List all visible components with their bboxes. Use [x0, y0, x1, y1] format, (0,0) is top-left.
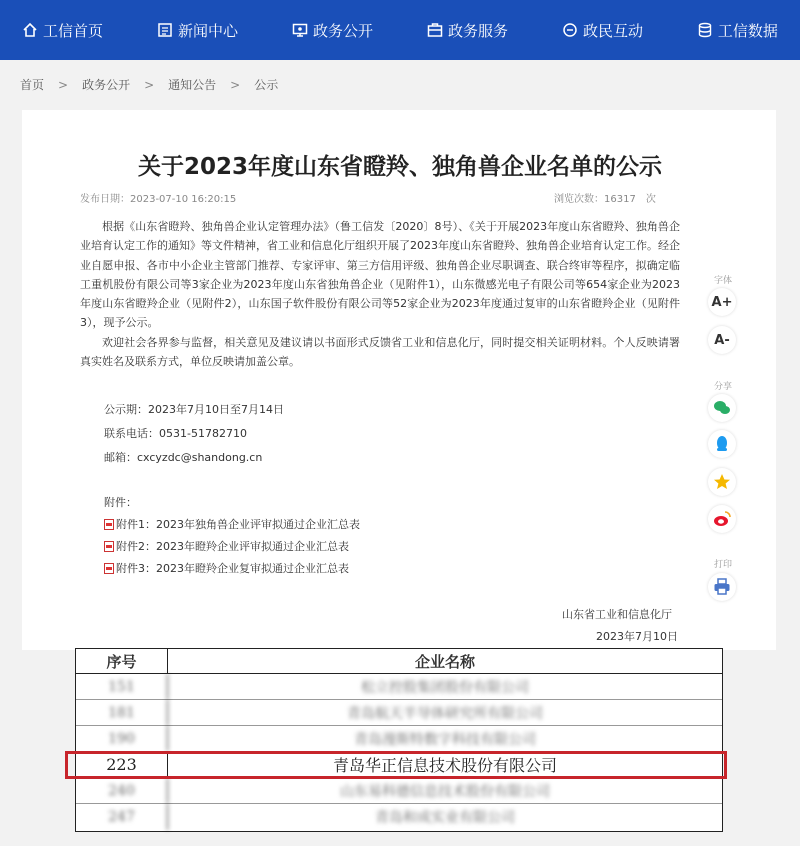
wechat-icon [712, 398, 732, 418]
view-count-unit: 次 [645, 194, 656, 205]
print-button[interactable] [708, 573, 736, 601]
font-increase-button[interactable] [708, 288, 736, 316]
top-nav [0, 0, 800, 60]
share-qzone-button[interactable] [708, 468, 736, 496]
row-company-name: 松立控股集团股份有限公司 [361, 679, 529, 696]
qq-icon [712, 434, 732, 454]
attachments-label: 附件： [104, 496, 137, 509]
nav-home[interactable] [22, 20, 103, 41]
nav-interaction[interactable] [562, 20, 643, 41]
share-qq-button[interactable] [708, 430, 736, 458]
attachment-label: 附件3：2023年瞪羚企业复审拟通过企业汇总表 [116, 562, 349, 575]
font-size-label: 字体 [713, 276, 732, 286]
row-number: 223 [76, 752, 168, 777]
contact-phone: 联系电话：0531-51782710 [104, 427, 247, 440]
breadcrumb-gov-open[interactable]: 政务公开 [82, 78, 131, 92]
pdf-icon [104, 541, 114, 552]
font-increase-label: A+ [711, 294, 733, 310]
table-row [76, 804, 722, 830]
qzone-icon [712, 472, 732, 492]
publish-date-value: 2023-07-10 16:20:15 [130, 194, 237, 205]
row-company-name: 青岛华正信息技术股份有限公司 [332, 756, 557, 775]
table-row [76, 778, 722, 804]
nav-label: 工信数据 [717, 21, 778, 40]
breadcrumb-public-notice[interactable]: 公示 [254, 78, 279, 92]
enterprise-table [75, 648, 723, 832]
header-number: 序号 [76, 649, 168, 673]
font-decrease-button[interactable] [708, 326, 736, 354]
article-title: 关于2023年度山东省瞪羚、独角兽企业名单的公示 [137, 154, 662, 180]
attachment-link[interactable] [104, 560, 349, 576]
attachment-label: 附件1：2023年独角兽企业评审拟通过企业汇总表 [116, 518, 360, 531]
breadcrumb-separator: > [58, 77, 69, 92]
share-qzone-wrap [708, 468, 738, 496]
weibo-icon [712, 509, 732, 529]
font-decrease-wrap [708, 326, 738, 354]
database-icon [697, 22, 713, 38]
print-wrap [708, 573, 738, 601]
highlight-box [65, 751, 727, 779]
breadcrumb [20, 76, 278, 93]
breadcrumb-notices[interactable]: 通知公告 [168, 78, 217, 92]
nav-news[interactable] [157, 20, 238, 41]
breadcrumb-home[interactable]: 首页 [20, 78, 45, 92]
article-body [80, 217, 680, 371]
nav-label: 政民互动 [582, 21, 643, 40]
nav-label: 政务公开 [312, 21, 373, 40]
view-count-label: 浏览次数： [554, 194, 604, 205]
nav-gov-open[interactable] [292, 20, 373, 41]
share-weibo-wrap [708, 505, 738, 533]
table-header [76, 649, 722, 674]
breadcrumb-separator: > [230, 77, 241, 92]
table-row [76, 674, 722, 700]
header-company-name: 企业名称 [414, 652, 475, 671]
row-company-name: 山东易科德信息技术股份有限公司 [340, 783, 550, 800]
notice-period: 公示期：2023年7月10日至7月14日 [104, 403, 284, 416]
row-company-name: 青岛航天半导体研究所有限公司 [347, 705, 543, 722]
font-decrease-label: A- [714, 332, 730, 348]
share-wechat-wrap [708, 394, 738, 422]
table-row [76, 700, 722, 726]
share-qq-wrap [708, 430, 738, 458]
table-row [76, 726, 722, 752]
nav-gov-service[interactable] [427, 20, 508, 41]
article-paragraph: 欢迎社会各界参与监督，相关意见及建议请以书面形式反馈省工业和信息化厅，同时提交相关证明材料。个人反映请署真实姓名及联系方式，单位反映请加盖公章。 [80, 335, 680, 369]
signature-date: 2023年7月10日 [596, 630, 678, 643]
share-wechat-button[interactable] [708, 394, 736, 422]
share-weibo-button[interactable] [708, 505, 736, 533]
attachment-label: 附件2：2023年瞪羚企业评审拟通过企业汇总表 [116, 540, 349, 553]
news-icon [157, 22, 173, 38]
nav-label: 工信首页 [43, 21, 104, 40]
view-count [554, 190, 656, 205]
row-number: 190 [76, 726, 168, 751]
font-increase-wrap [708, 288, 738, 316]
monitor-icon [292, 22, 308, 38]
attachment-link[interactable] [104, 516, 360, 532]
view-count-value: 16317 [604, 194, 636, 205]
row-company-name: 青岛和成实业有限公司 [375, 810, 515, 826]
service-icon [427, 22, 443, 38]
contact-email: 邮箱：cxcyzdc@shandong.cn [104, 451, 263, 464]
pdf-icon [104, 563, 114, 574]
row-number: 247 [76, 804, 168, 830]
pdf-icon [104, 519, 114, 530]
nav-label: 政务服务 [447, 21, 508, 40]
share-label: 分享 [713, 382, 732, 392]
publish-date-label: 发布日期： [80, 194, 130, 205]
row-number: 151 [76, 674, 168, 699]
signature-org: 山东省工业和信息化厅 [562, 608, 672, 621]
article-paragraph: 根据《山东省瞪羚、独角兽企业认定管理办法》（鲁工信发〔2020〕8号）、《关于开展2023年度山东省瞪羚、独角兽企业培育认定工作的通知》等文件精神，省工业和信息化厅组织开展了2023年度山东省瞪羚、独角兽企业培育认定工作。经企业自愿申报、各市中小企业主管部门推荐、专家评审、第三方信用评级、独角兽企业尽职调查、联合终审等程序，拟确定临工重机股份有限公司等3家企业为2023年度山东省独角兽企业（见附件1），山东微感光电子有限公司等654家企业为2023年度山东省瞪羚企业（见附件2），山东国子软件股份有限公司等52家企业为2023年度通过复审的山东省瞪羚企业（见附件3），现予公示。 [80, 220, 680, 330]
publish-date [80, 190, 236, 205]
interaction-icon [562, 22, 578, 38]
breadcrumb-separator: > [144, 77, 155, 92]
row-company-name: 青岛漫斯特数字科技有限公司 [354, 731, 536, 748]
home-icon [22, 22, 38, 38]
nav-label: 新闻中心 [177, 21, 238, 40]
nav-data[interactable] [697, 20, 778, 41]
attachment-link[interactable] [104, 538, 349, 554]
printer-icon [712, 577, 732, 597]
print-label: 打印 [713, 560, 732, 570]
row-number: 240 [76, 778, 168, 803]
row-number: 181 [76, 700, 168, 725]
